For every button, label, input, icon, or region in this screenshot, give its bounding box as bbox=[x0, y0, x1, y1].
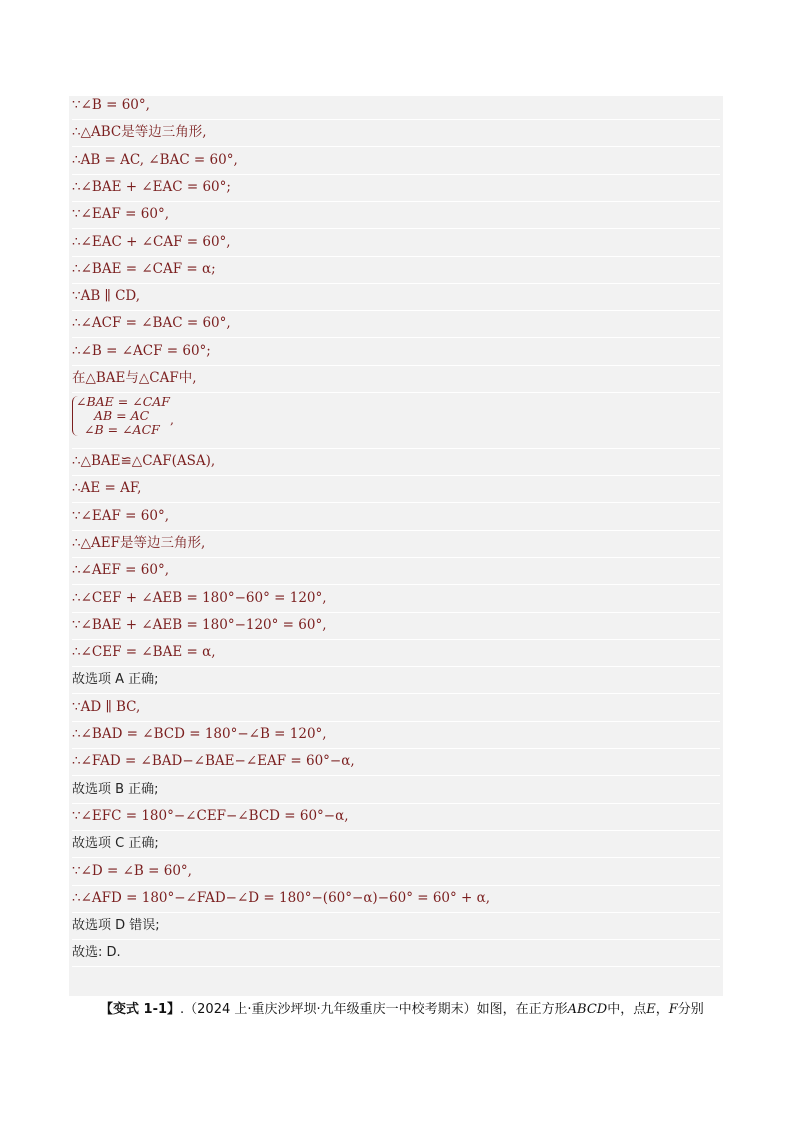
solution-line: ∴△AEF是等边三角形, bbox=[72, 530, 720, 558]
solution-line: ∴∠EAC + ∠CAF = 60°, bbox=[72, 229, 720, 257]
solution-line: ∵AD ∥ BC, bbox=[72, 694, 720, 722]
solution-line: ∴∠B = ∠ACF = 60°; bbox=[72, 338, 720, 366]
solution-line: ∴∠BAE = ∠CAF = α; bbox=[72, 256, 720, 284]
solution-line: ∴∠ACF = ∠BAC = 60°, bbox=[72, 310, 720, 338]
solution-line: ∵∠EAF = 60°, bbox=[72, 503, 720, 531]
solution-line: ∴∠BAD = ∠BCD = 180°−∠B = 120°, bbox=[72, 721, 720, 749]
solution-line: 故选项 A 正确; bbox=[72, 666, 720, 694]
solution-line: ∴∠FAD = ∠BAD−∠BAE−∠EAF = 60°−α, bbox=[72, 748, 720, 776]
solution-line: ∴△BAE≌△CAF(ASA), bbox=[72, 448, 720, 476]
system-row-1: ∠BAE = ∠CAF bbox=[76, 394, 170, 409]
solution-line: 故选项 B 正确; bbox=[72, 776, 720, 804]
solution-line: ∵∠B = 60°, bbox=[72, 92, 720, 120]
system-row-2: AB = AC bbox=[94, 408, 150, 423]
solution-line: ∴∠BAE + ∠EAC = 60°; bbox=[72, 174, 720, 202]
solution-line: ∴∠AEF = 60°, bbox=[72, 557, 720, 585]
system-comma: , bbox=[170, 412, 174, 427]
solution-line: 故选项 D 错误; bbox=[72, 912, 720, 940]
solution-line: ∴∠AFD = 180°−∠FAD−∠D = 180°−(60°−α)−60° = 60° + α, bbox=[72, 885, 720, 913]
solution-line: ∵∠BAE + ∠AEB = 180°−120° = 60°, bbox=[72, 612, 720, 640]
solution-line: 在△BAE与△CAF中, bbox=[72, 365, 720, 393]
solution-line: 故选: D. bbox=[72, 939, 720, 967]
solution-line: ∵∠EAF = 60°, bbox=[72, 201, 720, 229]
variant-tag: 【变式 1-1】 bbox=[100, 1002, 181, 1017]
system-row-3: ∠B = ∠ACF bbox=[84, 422, 160, 437]
solution-line: ∴△ABC是等边三角形, bbox=[72, 119, 720, 147]
solution-line: 故选项 C 正确; bbox=[72, 830, 720, 858]
solution-line: ∴AB = AC, ∠BAC = 60°, bbox=[72, 147, 720, 175]
solution-line: ∵AB ∥ CD, bbox=[72, 283, 720, 311]
equation-system bbox=[72, 392, 720, 449]
next-problem-heading: 【变式 1-1】.（2024 上·重庆沙坪坝·九年级重庆一中校考期末）如图，在正方形ABCD中，点E，F分别 bbox=[100, 1002, 704, 1017]
problem-source: .（2024 上·重庆沙坪坝·九年级重庆一中校考期末）如图，在正方形 bbox=[180, 1002, 568, 1017]
solution-line: ∴∠CEF + ∠AEB = 180°−60° = 120°, bbox=[72, 585, 720, 613]
solution-line: ∵∠EFC = 180°−∠CEF−∠BCD = 60°−α, bbox=[72, 803, 720, 831]
solution-line: ∵∠D = ∠B = 60°, bbox=[72, 858, 720, 886]
solution-line: ∴∠CEF = ∠BAE = α, bbox=[72, 639, 720, 667]
solution-line: ∴AE = AF, bbox=[72, 475, 720, 503]
